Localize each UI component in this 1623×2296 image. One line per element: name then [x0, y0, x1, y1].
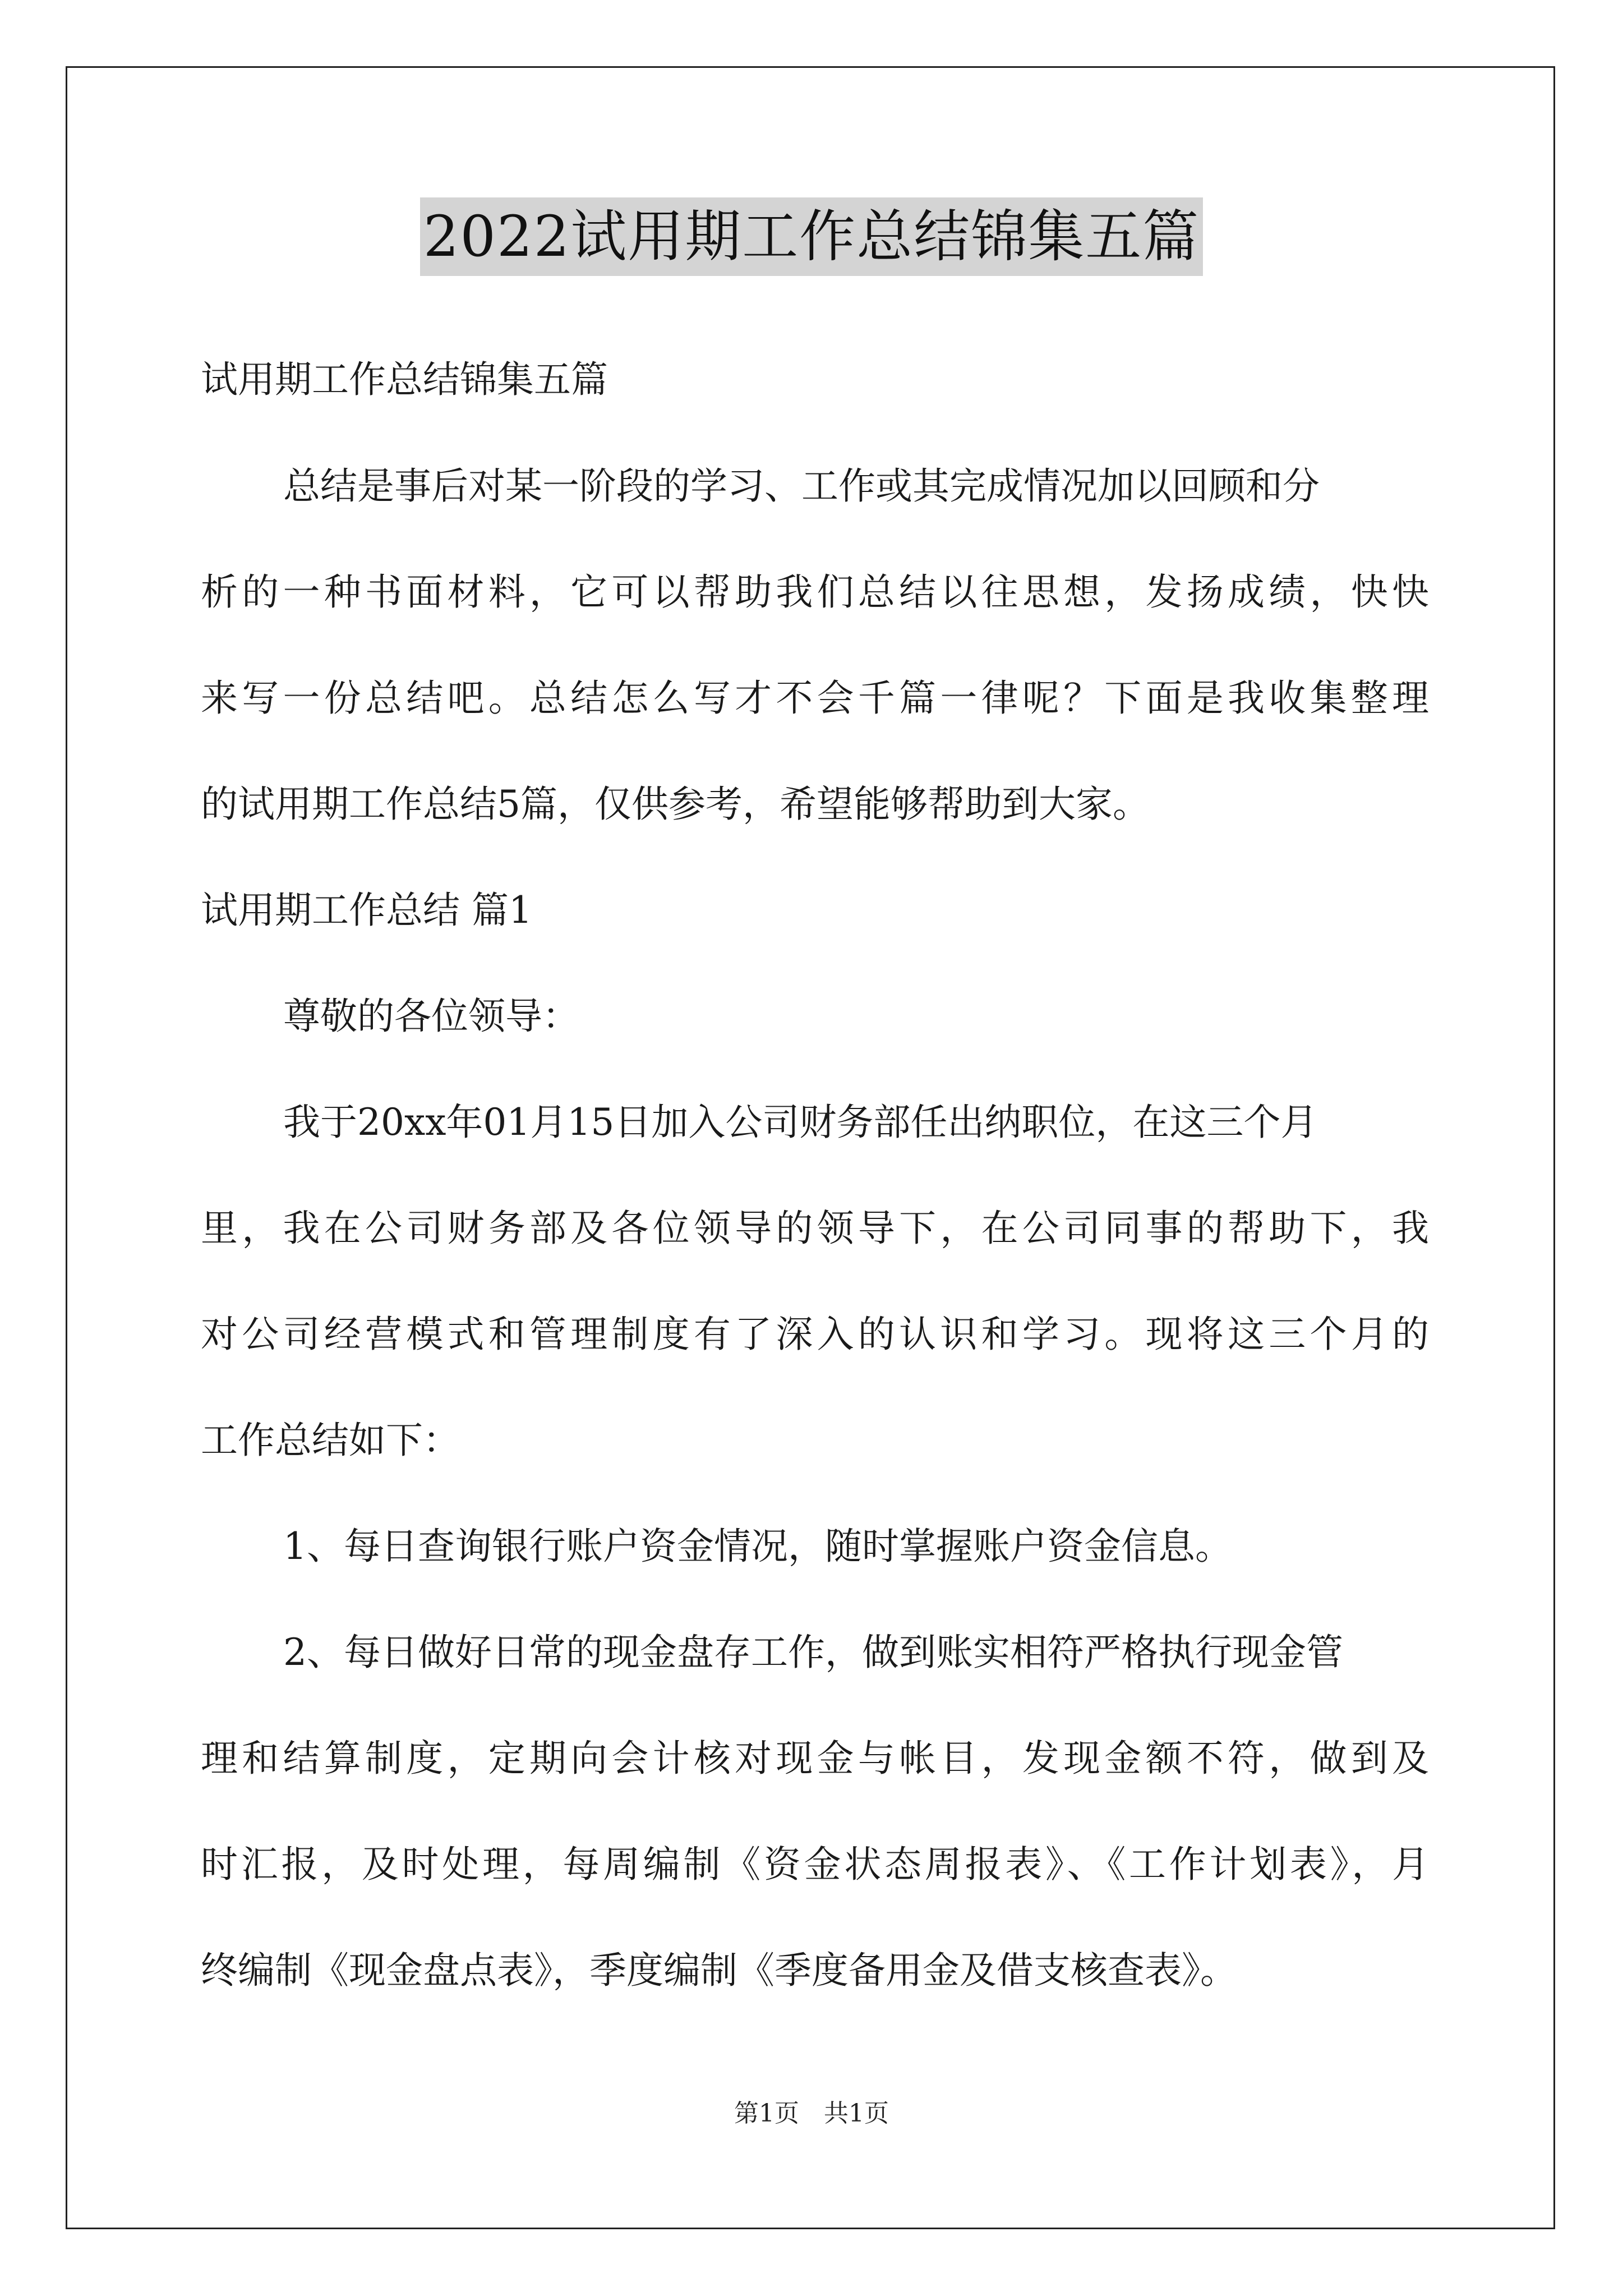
item-2-line-4: 终编制《现金盘点表》，季度编制《季度备用金及借支核查表》。 — [201, 1949, 1237, 1992]
salutation-line: 尊敬的各位领导： — [283, 995, 579, 1038]
intro-line-2: 析的一种书面材料，它可以帮助我们总结以往思想，发扬成绩，快快 — [201, 570, 1429, 614]
item-2-line-1: 2、每日做好日常的现金盘存工作，做到账实相符严格执行现金管 — [283, 1631, 1343, 1674]
intro-line-1: 总结是事后对某一阶段的学习、工作或其完成情况加以回顾和分 — [283, 464, 1320, 508]
page-footer: 第1页 共1页 — [734, 2099, 889, 2128]
body-line-3: 对公司经营模式和管理制度有了深入的认识和学习。现将这三个月的 — [201, 1313, 1429, 1356]
title-container — [0, 197, 1623, 276]
intro-line-4: 的试用期工作总结5篇，仅供参考，希望能够帮助到大家。 — [201, 783, 1150, 826]
item-1-line: 1、每日查询银行账户资金情况，随时掌握账户资金信息。 — [283, 1525, 1232, 1568]
body-line-1: 我于20xx年01月15日加入公司财务部任出纳职位，在这三个月 — [283, 1101, 1318, 1144]
body-line-2: 里，我在公司财务部及各位领导的领导下，在公司同事的帮助下，我 — [201, 1207, 1429, 1250]
body-line-4: 工作总结如下： — [201, 1419, 460, 1462]
item-2-line-3: 时汇报，及时处理，每周编制《资金状态周报表》、《工作计划表》，月 — [201, 1843, 1429, 1886]
document-title: 2022试用期工作总结锦集五篇 — [420, 197, 1204, 276]
item-2-line-2: 理和结算制度，定期向会计核对现金与帐目，发现金额不符，做到及 — [201, 1737, 1429, 1780]
section-heading-1: 试用期工作总结 篇1 — [201, 889, 532, 932]
intro-line-3: 来写一份总结吧。总结怎么写才不会千篇一律呢？下面是我收集整理 — [201, 677, 1429, 720]
subtitle-line: 试用期工作总结锦集五篇 — [201, 358, 608, 401]
